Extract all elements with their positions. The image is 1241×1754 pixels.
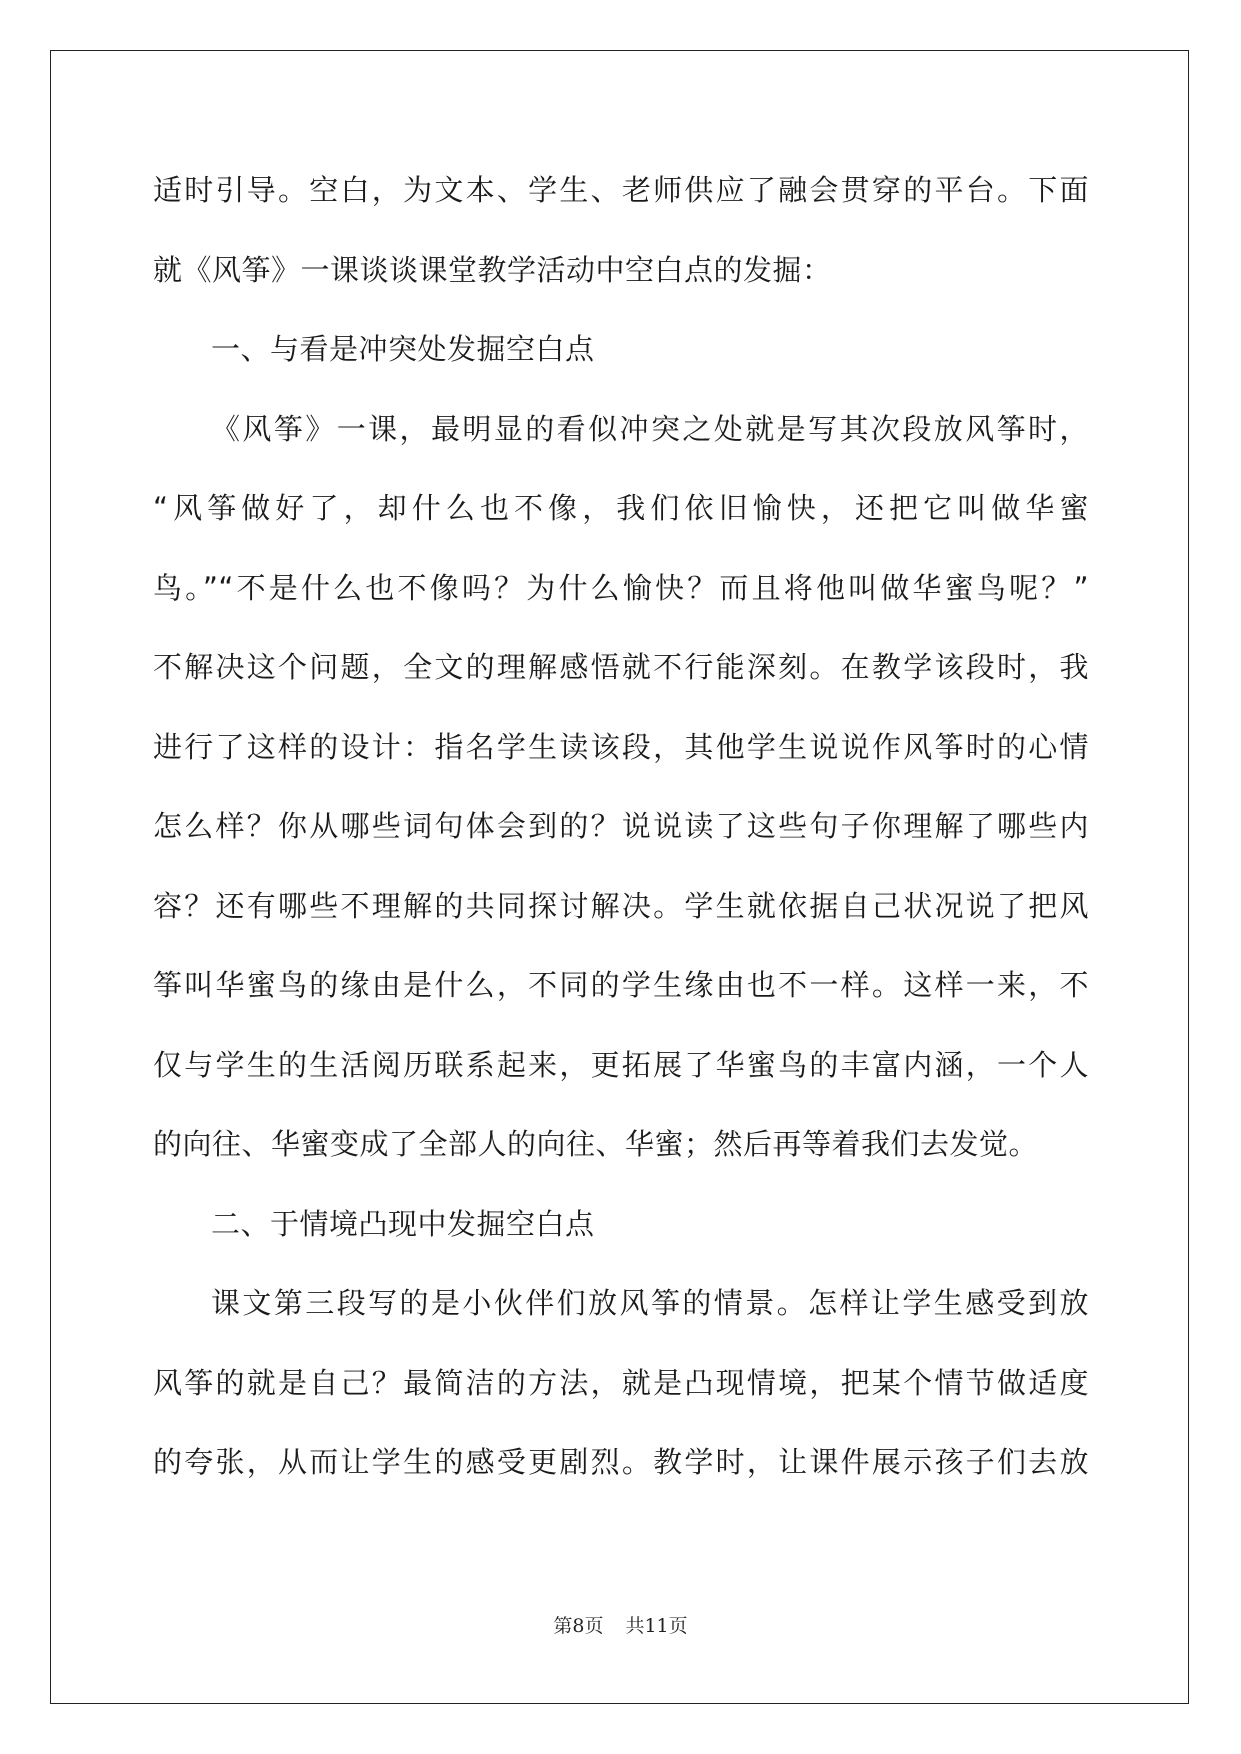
- text-line: 《风筝》一课，最明显的看似冲突之处就是写其次段放风筝时，: [211, 411, 1089, 446]
- text-line: 容？还有哪些不理解的共同探讨解决。学生就依据自己状况说了把风: [153, 888, 1089, 923]
- section-heading: 一、与看是冲突处发掘空白点: [211, 332, 595, 366]
- text-line: 仅与学生的生活阅历联系起来，更拓展了华蜜鸟的丰富内涵，一个人: [153, 1047, 1089, 1082]
- document-body: [153, 162, 1089, 1514]
- page-footer: [0, 1611, 1241, 1638]
- text-line: 就《风筝》一课谈谈课堂教学活动中空白点的发掘：: [153, 252, 832, 287]
- text-line: 鸟。”“不是什么也不像吗？为什么愉快？而且将他叫做华蜜鸟呢？”: [153, 570, 1089, 605]
- page-number: 第8页: [553, 1615, 604, 1637]
- text-line: 适时引导。空白，为文本、学生、老师供应了融会贯穿的平台。下面: [153, 173, 1089, 207]
- text-line: 不解决这个问题，全文的理解感悟就不行能深刻。在教学该段时，我: [153, 650, 1089, 684]
- text-line: 筝叫华蜜鸟的缘由是什么，不同的学生缘由也不一样。这样一来，不: [153, 968, 1089, 1002]
- text-line: 进行了这样的设计：指名学生读该段，其他学生说说作风筝时的心情: [153, 729, 1089, 764]
- text-line: 风筝的就是自己？最简洁的方法，就是凸现情境，把某个情节做适度: [153, 1365, 1089, 1400]
- text-line: 的夸张，从而让学生的感受更剧烈。教学时，让课件展示孩子们去放: [153, 1445, 1089, 1479]
- text-line: 怎么样？你从哪些词句体会到的？说说读了这些句子你理解了哪些内: [153, 809, 1089, 843]
- section-heading: 二、于情境凸现中发掘空白点: [211, 1206, 595, 1241]
- text-line: 课文第三段写的是小伙伴们放风筝的情景。怎样让学生感受到放: [211, 1286, 1089, 1320]
- text-line: “风筝做好了，却什么也不像，我们依旧愉快，还把它叫做华蜜: [153, 491, 1089, 525]
- text-line: 的向往、华蜜变成了全部人的向往、华蜜；然后再等着我们去发觉。: [153, 1127, 1039, 1161]
- page-total: 共11页: [625, 1615, 688, 1637]
